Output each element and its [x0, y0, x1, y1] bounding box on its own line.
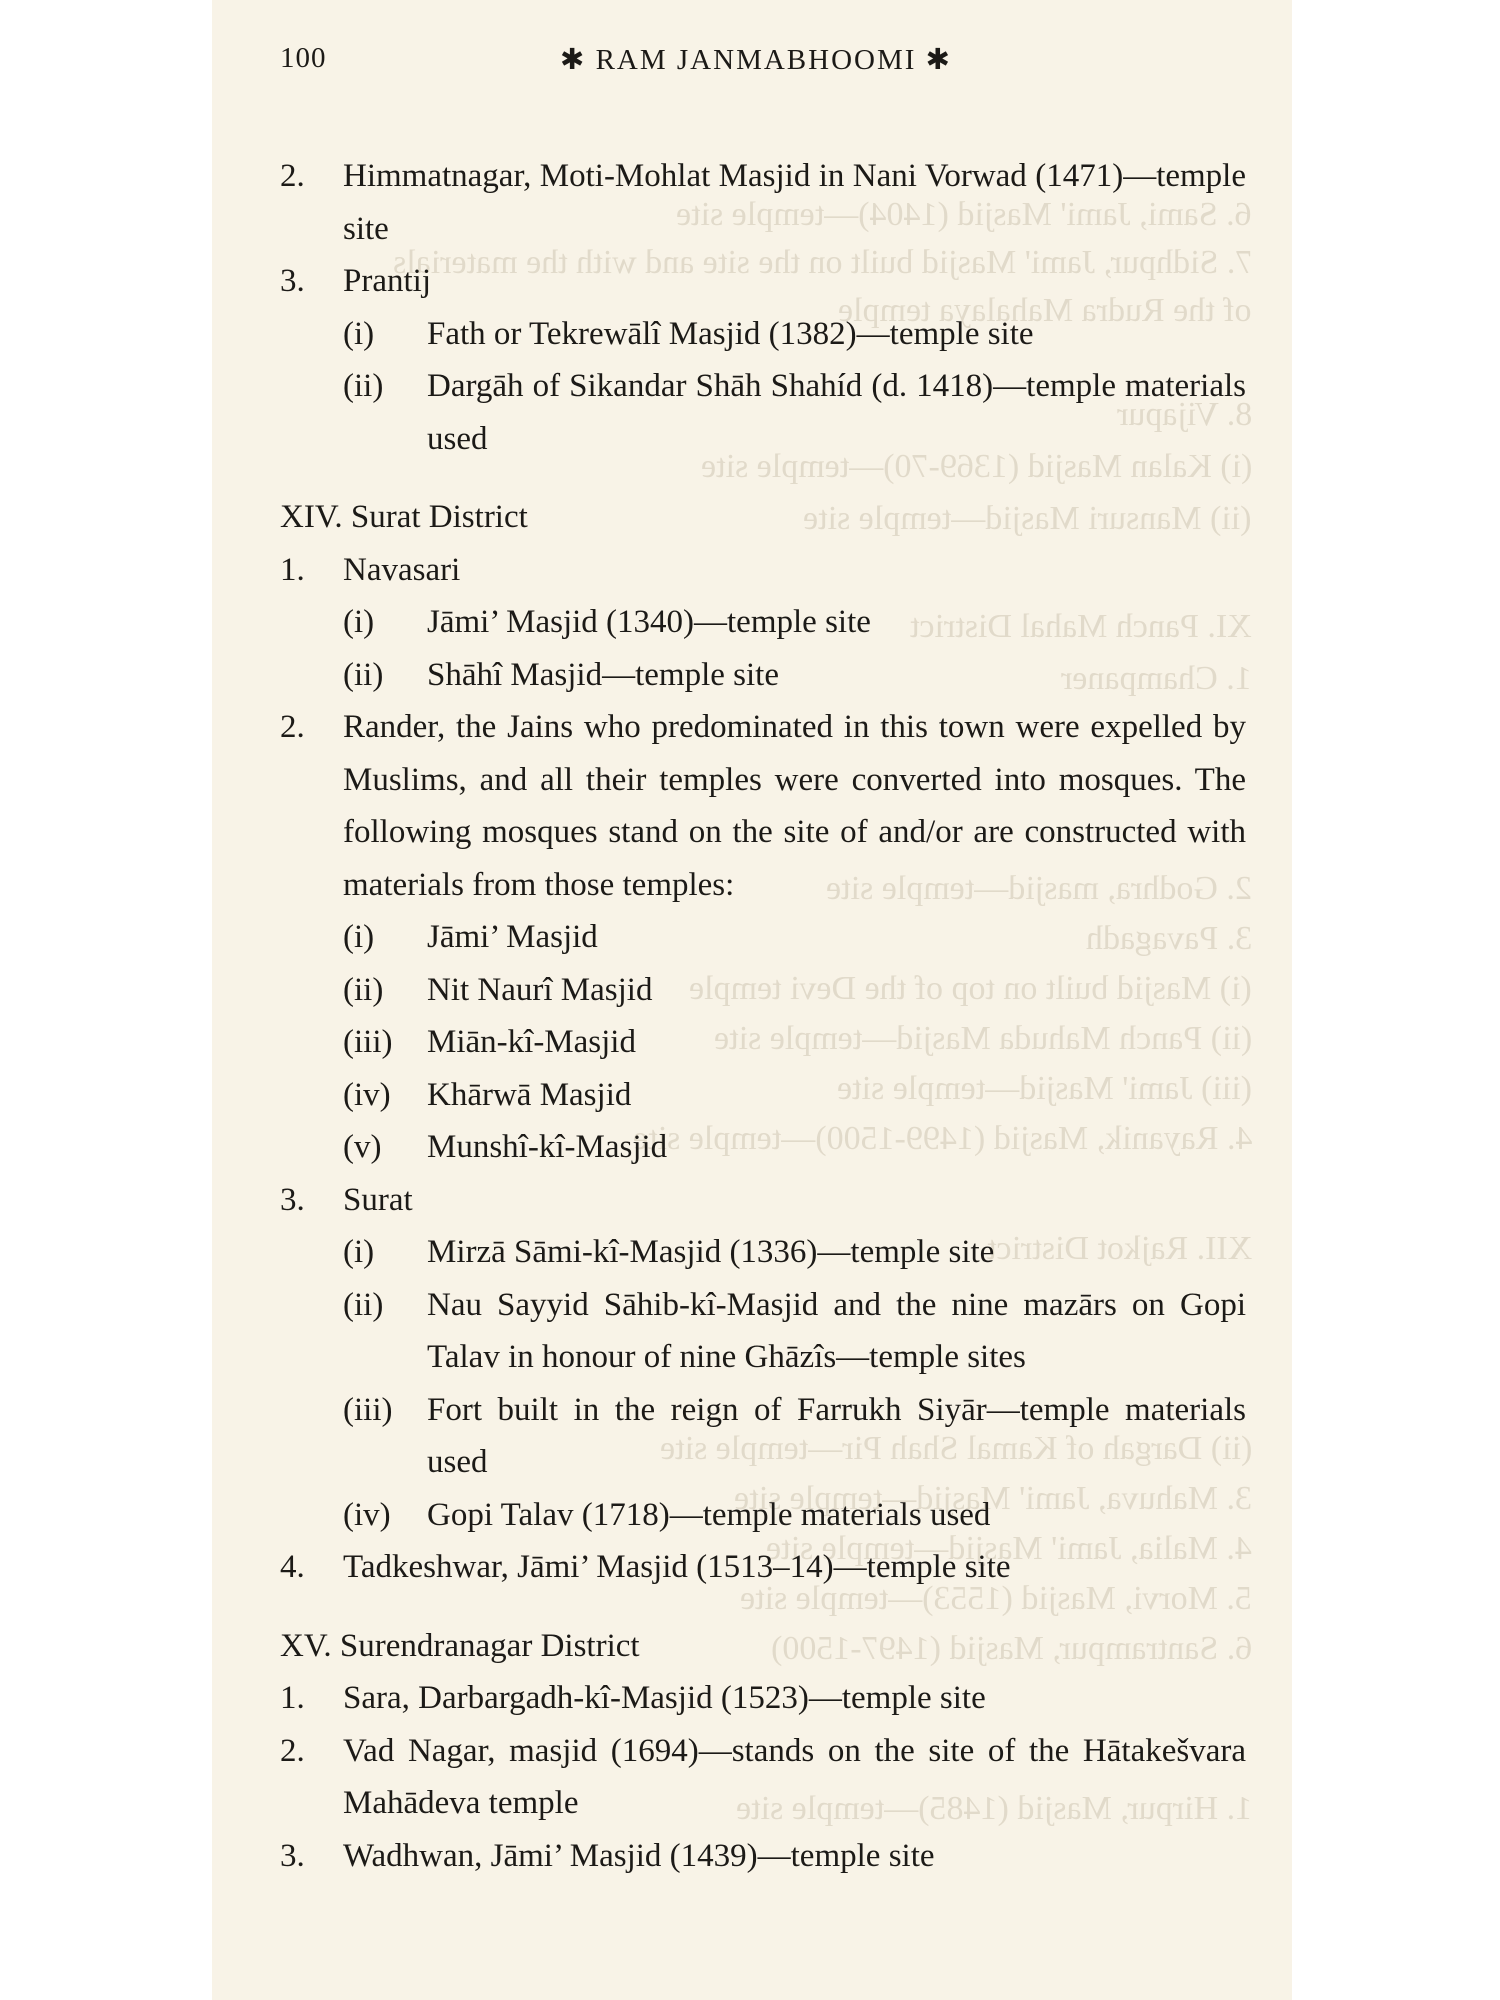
show-through-background: 6. Sami, Jami' Masjid (1404)—temple site 7. Sidhpur, Jami' Masjid built on the site and with the materials of the Rudra Mahalaya temple 8. Vijapur (i) Kalan Masjid (1369-70)—temple site (ii) Mansuri Masjid—temple site XI. Panch Mahal District 1. Champaner 2. Godhra, masjid—temple site 3. Pavagadh (i) Masjid built on top of the Devi temple (ii) Panch Mahuda Masjid—temple site (iii) Jami' Masjid—temple site 4. Rayanik, Masjid (1499-1500)—temple site XII. Rajkot District (ii) Dargah of Kamal Shah Pir—temple site 3. Mahuva, Jami' Masjid—temple site 4. Malia, Jami' Masjid—temple site 5. Morvi, Masjid (1553)—temple site 6. Santrampur, Masjid (1497-1500) 1. Hirpur, Masjid (1485)—temple site	[392, 196, 1252, 1827]
sub-item-text: Gopi Talav (1718)—temple materials used	[427, 1496, 991, 1533]
sub-item-number: (i)	[343, 1234, 375, 1270]
sub-item-number: (ii)	[343, 971, 384, 1008]
sub-item-number: (iii)	[343, 1024, 393, 1060]
sub-item-text: Nit Naurî Masjid	[427, 971, 653, 1008]
sub-item-number: (i)	[343, 604, 375, 640]
item-number: 2.	[280, 1732, 305, 1769]
sub-list-item	[280, 1489, 1246, 1542]
sub-item-number: (i)	[343, 315, 375, 352]
item-text: Himmatnagar, Moti-Mohlat Masjid in Nani Vorwad (1471)—temple site	[343, 158, 1246, 247]
sub-item-number: (iii)	[343, 1391, 393, 1428]
list-item	[280, 544, 1246, 597]
item-number: 1.	[280, 551, 305, 588]
sub-item-text: Khārwā Masjid	[427, 1076, 632, 1113]
list-item	[280, 1725, 1246, 1830]
sub-item-text: Jāmi’ Masjid	[427, 919, 598, 955]
sub-item-number: (iv)	[343, 1496, 391, 1533]
item-number: 4.	[280, 1549, 305, 1585]
sub-item-number: (ii)	[343, 368, 384, 404]
sub-item-number: (v)	[343, 1129, 382, 1165]
item-text: Vad Nagar, masjid (1694)—stands on the site of the Hātakešvara Mahādeva temple	[343, 1732, 1246, 1821]
item-text: Rander, the Jains who predominated in this town were expelled by Muslims, and all their temples were converted into mosques. The following mosques stand on the site of and/or are constructed with materials from those temples:	[343, 709, 1246, 903]
sub-item-text: Dargāh of Sikandar Shāh Shahíd (d. 1418)—temple materials used	[427, 368, 1246, 457]
item-text: Wadhwan, Jāmi’ Masjid (1439)—temple site	[343, 1837, 935, 1874]
sub-list-item	[280, 596, 1246, 649]
list-item	[280, 701, 1246, 911]
sub-item-text: Jāmi’ Masjid (1340)—temple site	[427, 604, 871, 640]
sub-item-text: Nau Sayyid Sāhib-kî-Masjid and the nine mazārs on Gopi Talav in honour of nine Ghāzîs—temple sites	[427, 1286, 1246, 1375]
sub-list-item	[280, 1016, 1246, 1069]
item-text: Surat	[343, 1181, 413, 1218]
sub-item-number: (ii)	[343, 656, 384, 693]
section-heading-surat: XIV. Surat District	[280, 499, 528, 535]
running-header	[280, 42, 1232, 82]
item-number: 3.	[280, 1837, 305, 1874]
sub-item-text: Fath or Tekrewālî Masjid (1382)—temple site	[427, 315, 1034, 352]
list-item	[280, 1541, 1246, 1594]
sub-item-text: Shāhî Masjid—temple site	[427, 656, 779, 693]
list-item	[280, 1672, 1246, 1725]
list-item	[280, 1174, 1246, 1227]
sub-item-number: (i)	[343, 919, 375, 955]
sub-list-item	[280, 649, 1246, 702]
item-number: 3.	[280, 1181, 305, 1218]
sub-list-item	[280, 1069, 1246, 1122]
sub-item-text: Munshî-kî-Masjid	[427, 1129, 668, 1165]
sub-list-item	[280, 911, 1246, 964]
sub-list-item	[280, 1384, 1246, 1489]
item-number: 2.	[280, 158, 305, 194]
item-text: Navasari	[343, 551, 461, 588]
sub-list-item	[280, 1279, 1246, 1384]
sub-list-item	[280, 360, 1246, 465]
sub-list-item	[280, 964, 1246, 1017]
item-number: 2.	[280, 709, 305, 745]
sub-item-number: (iv)	[343, 1076, 391, 1113]
sub-list-item	[280, 1121, 1246, 1174]
list-item	[280, 255, 1246, 308]
item-text: Sara, Darbargadh-kî-Masjid (1523)—temple site	[343, 1680, 986, 1716]
sub-item-text: Miān-kî-Masjid	[427, 1024, 636, 1060]
list-item	[280, 1830, 1246, 1883]
list-item	[280, 150, 1246, 255]
book-page	[212, 0, 1292, 2000]
sub-item-text: Mirzā Sāmi-kî-Masjid (1336)—temple site	[427, 1234, 995, 1270]
page-body	[280, 150, 1246, 1882]
running-title: ✱ RAM JANMABHOOMI ✱	[560, 44, 952, 76]
page-number: 100	[280, 42, 327, 74]
sub-list-item	[280, 308, 1246, 361]
item-text: Tadkeshwar, Jāmi’ Masjid (1513–14)—temple site	[343, 1549, 1011, 1585]
sub-item-number: (ii)	[343, 1286, 384, 1323]
item-text: Prantij	[343, 263, 431, 299]
item-number: 1.	[280, 1680, 305, 1716]
item-number: 3.	[280, 263, 305, 299]
sub-item-text: Fort built in the reign of Farrukh Siyār—temple materials used	[427, 1391, 1246, 1480]
section-heading-surendranagar: XV. Surendranagar District	[280, 1627, 640, 1664]
sub-list-item	[280, 1226, 1246, 1279]
